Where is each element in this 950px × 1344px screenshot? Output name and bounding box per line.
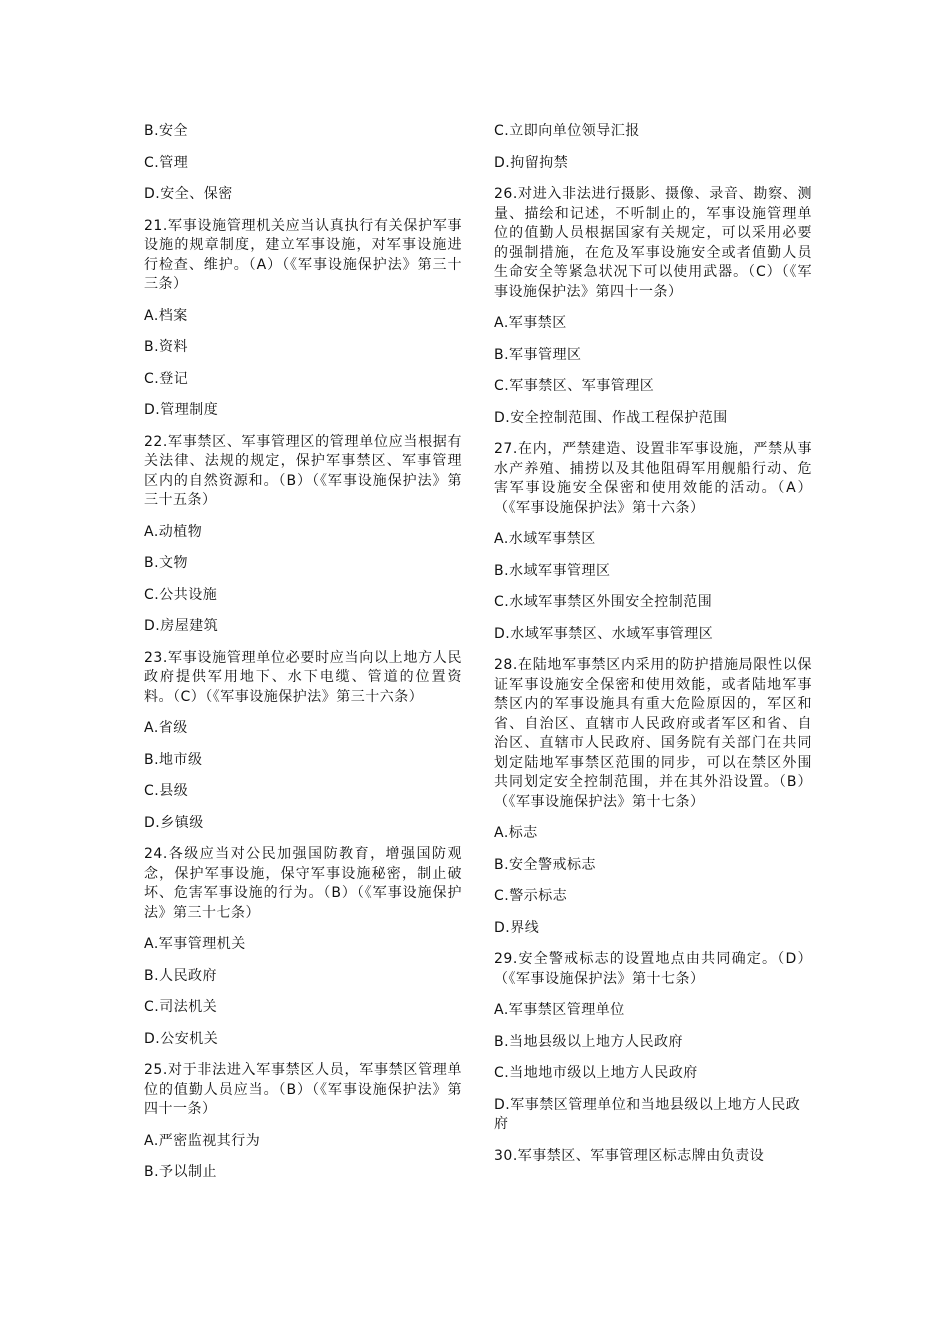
answer-option: C.水域军事禁区外围安全控制范围	[494, 594, 713, 610]
answer-option: A.标志	[494, 825, 538, 841]
answer-option: A.严密监视其行为	[144, 1132, 261, 1149]
answer-option: D.拘留拘禁	[494, 154, 569, 171]
question-text: 26.对进入非法进行摄影、摄像、录音、勘察、测量、描绘和记述，不听制止的，军事设施管理单位的值勤人员根据国家有关规定，可以采用必要的强制措施，在危及军事设施安全或者值勤人员生命安全等紧急状况下可以使用武器。（C）（《军事设施保护法》第四十一条）	[494, 186, 812, 300]
answer-option: A.军事禁区管理单位	[494, 1002, 625, 1018]
answer-option: C.立即向单位领导汇报	[494, 123, 640, 139]
answer-option: D.安全控制范围、作战工程保护范围	[494, 409, 728, 426]
answer-option: B.安全警戒标志	[494, 856, 597, 873]
answer-option: B.文物	[144, 555, 189, 571]
answer-option: B.地市级	[144, 751, 203, 768]
question-text: 28.在陆地军事禁区内采用的防护措施局限性以保证军事设施安全保密和使用效能，或者陆地军事禁区内的军事设施具有重大危险原因的，军区和省、自治区、直辖市人民政府或者军区和省、自治区、直辖市人民政府、国务院有关部门在共同划定陆地军事禁区范围的同步，可以在禁区外围共同划定安全控制范围，并在其外沿设置。（B）（《军事设施保护法》第十七条）	[494, 657, 812, 810]
answer-option: A.军事禁区	[494, 315, 567, 331]
answer-option: D.安全、保密	[144, 186, 233, 202]
question-text: 29.安全警戒标志的设置地点由共同确定。（D）（《军事设施保护法》第十七条）	[494, 951, 812, 987]
answer-option: B.资料	[144, 339, 189, 355]
answer-option: C.军事禁区、军事管理区	[494, 378, 655, 394]
answer-option: A.水域军事禁区	[494, 531, 596, 547]
answer-option: B.当地县级以上地方人民政府	[494, 1033, 684, 1050]
question-text: 23.军事设施管理单位必要时应当向以上地方人民政府提供军用地下、水下电缆、管道的位置资料。（C）（《军事设施保护法》第三十六条）	[144, 649, 462, 705]
answer-option: D.水域军事禁区、水域军事管理区	[494, 625, 714, 642]
question-text: 30.军事禁区、军事管理区标志牌由负责设	[494, 1147, 765, 1164]
answer-option: B.水域军事管理区	[494, 562, 611, 579]
answer-option: C.当地地市级以上地方人民政府	[494, 1065, 698, 1081]
answer-option: D.军事禁区管理单位和当地县级以上地方人民政府	[494, 1096, 801, 1132]
answer-option: B.予以制止	[144, 1164, 218, 1180]
answer-option: D.公安机关	[144, 1030, 219, 1047]
answer-option: C.警示标志	[494, 888, 568, 904]
answer-option: A.省级	[144, 720, 188, 736]
question-text: 22.军事禁区、军事管理区的管理单位应当根据有关法律、法规的规定，保护军事禁区、军事管理区内的自然资源和。（B）（《军事设施保护法》第三十五条）	[144, 433, 462, 508]
answer-option: C.管理	[144, 154, 189, 171]
answer-option: D.管理制度	[144, 402, 219, 418]
answer-option: C.登记	[144, 370, 189, 387]
answer-option: C.公共设施	[144, 586, 218, 603]
question-text: 24.各级应当对公民加强国防教育，增强国防观念，保护军事设施，保守军事设施秘密，制止破坏、危害军事设施的行为。（B）（《军事设施保护法》第三十七条）	[144, 846, 462, 921]
answer-option: D.界线	[494, 919, 540, 936]
question-text: 25.对于非法进入军事禁区人员，军事禁区管理单位的值勤人员应当。（B）（《军事设施保护法》第四十一条）	[144, 1062, 462, 1117]
left-column	[144, 122, 462, 1195]
right-column	[494, 122, 812, 1178]
answer-option: B.安全	[144, 123, 189, 139]
answer-option: C.司法机关	[144, 999, 218, 1015]
answer-option: D.乡镇级	[144, 814, 204, 831]
question-text: 21.军事设施管理机关应当认真执行有关保护军事设施的规章制度，建立军事设施，对军事设施进行检查、维护。（A）（《军事设施保护法》第三十三条）	[144, 217, 462, 292]
answer-option: A.档案	[144, 307, 188, 324]
question-text: 27.在内，严禁建造、设置非军事设施，严禁从事水产养殖、捕捞以及其他阻碍军用舰船行动、危害军事设施安全保密和使用效能的活动。（A）（《军事设施保护法》第十六条）	[494, 441, 812, 516]
answer-option: D.房屋建筑	[144, 618, 219, 634]
answer-option: B.军事管理区	[494, 346, 582, 363]
answer-option: A.军事管理机关	[144, 936, 246, 952]
answer-option: B.人民政府	[144, 967, 218, 984]
answer-option: C.县级	[144, 783, 189, 799]
answer-option: A.动植物	[144, 523, 203, 540]
